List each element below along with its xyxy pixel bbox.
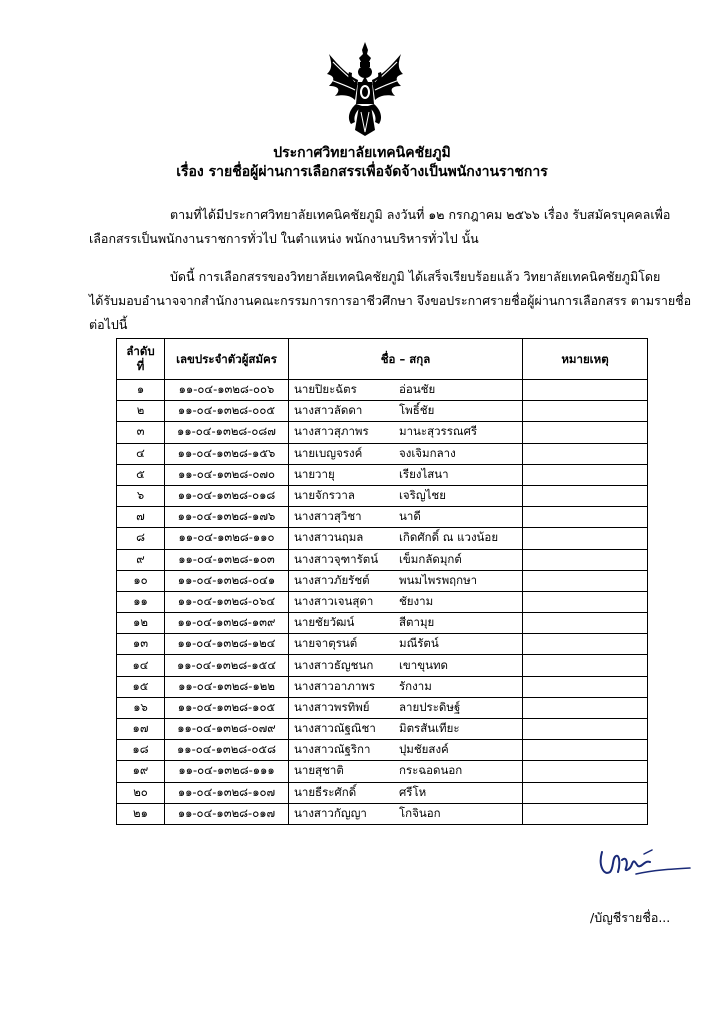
applicant-first-name: นางสาวเจนสุดา [294, 593, 374, 608]
row-number: ๑ [117, 380, 165, 401]
applicant-fullname [289, 401, 523, 422]
applicant-surname: ลายประดิษฐ์ [399, 699, 461, 714]
table-body [117, 380, 648, 825]
applicant-surname: มณีรัตน์ [399, 636, 439, 651]
row-number: ๘ [117, 528, 165, 549]
remark-cell [523, 507, 648, 528]
applicant-first-name: นายวายุ [294, 466, 335, 481]
applicant-surname: โกจินอก [399, 805, 441, 820]
applicant-first-name: นางสาวจุฑารัตน์ [294, 551, 379, 566]
table-row [117, 676, 648, 697]
applicant-id: ๑๑-๐๔-๑๓๒๘-๑๐๕ [165, 697, 289, 718]
applicant-fullname [289, 528, 523, 549]
table-header-row [117, 339, 648, 380]
paragraph-intro-line2: เลือกสรรเป็นพนักงานราชการทั่วไป ในตำแหน่ง พนักงานบริหารทั่วไป นั้น [89, 231, 479, 246]
remark-cell [523, 655, 648, 676]
applicant-first-name: นางสาวธัญชนก [294, 657, 374, 672]
applicant-first-name: นางสาวกัญญา [294, 805, 367, 820]
row-number: ๑๙ [117, 761, 165, 782]
remark-cell [523, 676, 648, 697]
applicant-surname: ปุมชัยสงค์ [399, 742, 449, 757]
column-header-number-line1: ลำดับ [126, 344, 155, 358]
applicant-fullname [289, 613, 523, 634]
applicant-fullname [289, 719, 523, 740]
applicant-id: ๑๑-๐๔-๑๓๒๘-๐๕๘ [165, 740, 289, 761]
applicant-id: ๑๑-๐๔-๑๓๒๘-๑๒๒ [165, 676, 289, 697]
remark-cell [523, 719, 648, 740]
column-header-name: ชื่อ – สกุล [289, 339, 523, 380]
applicant-id: ๑๑-๐๔-๑๓๒๘-๐๐๖ [165, 380, 289, 401]
applicant-fullname [289, 697, 523, 718]
column-header-remark: หมายเหตุ [523, 339, 648, 380]
applicant-id: ๑๑-๐๔-๑๓๒๘-๐๑๘ [165, 485, 289, 506]
applicant-fullname [289, 380, 523, 401]
table-row [117, 697, 648, 718]
row-number: ๑๐ [117, 570, 165, 591]
garuda-emblem-icon [325, 40, 405, 138]
applicant-surname: ศรีโห [399, 784, 427, 799]
applicant-first-name: นางสาวสุภาพร [294, 424, 369, 439]
applicant-first-name: นายจักรวาล [294, 488, 355, 503]
applicant-fullname [289, 549, 523, 570]
remark-cell [523, 613, 648, 634]
announcement-title: ประกาศวิทยาลัยเทคนิคชัยภูมิ [273, 145, 451, 161]
applicant-first-name: นายสุชาติ [294, 763, 344, 778]
applicant-first-name: นางสาวลัดดา [294, 403, 363, 418]
applicant-surname: โพธิ์ชัย [399, 403, 435, 418]
applicant-fullname [289, 485, 523, 506]
row-number: ๒๐ [117, 782, 165, 803]
row-number: ๑๓ [117, 634, 165, 655]
applicant-fullname [289, 570, 523, 591]
remark-cell [523, 761, 648, 782]
applicant-surname: มิตรสันเทียะ [399, 721, 460, 736]
remark-cell [523, 401, 648, 422]
row-number: ๑๖ [117, 697, 165, 718]
paragraph-result [89, 265, 692, 337]
applicant-surname: เกิดศักดิ์ ณ แวงน้อย [399, 530, 499, 545]
applicant-id: ๑๑-๐๔-๑๓๒๘-๑๑๐ [165, 528, 289, 549]
table-row [117, 401, 648, 422]
continuation-note: /บัญชีรายชื่อ... [590, 910, 671, 925]
applicant-id: ๑๑-๐๔-๑๓๒๘-๑๓๙ [165, 613, 289, 634]
applicant-id: ๑๑-๐๔-๑๓๒๘-๐๔๑ [165, 570, 289, 591]
remark-cell [523, 422, 648, 443]
announcement-subject: เรื่อง รายชื่อผู้ผ่านการเลือกสรรเพื่อจัดจ้างเป็นพนักงานราชการ [176, 164, 548, 180]
applicant-fullname [289, 761, 523, 782]
table-row [117, 634, 648, 655]
row-number: ๔ [117, 443, 165, 464]
paragraph-intro-line1: ตามที่ได้มีประกาศวิทยาลัยเทคนิคชัยภูมิ ลงวันที่ ๑๒ กรกฎาคม ๒๕๖๖ เรื่อง รับสมัครบุคคลเพื่อ [170, 207, 671, 222]
paragraph-result-line2: ได้รับมอบอำนาจจากสำนักงานคณะกรรมการการอาชีวศึกษา จึงขอประกาศรายชื่อผู้ผ่านการเลือกสรร ตามรายชื่อ [89, 293, 692, 308]
applicant-id: ๑๑-๐๔-๑๓๒๘-๑๕๖ [165, 443, 289, 464]
table-row [117, 613, 648, 634]
applicant-first-name: นายธีระศักดิ์ [294, 784, 357, 799]
row-number: ๑๑ [117, 591, 165, 612]
applicant-surname: ชัยงาม [399, 593, 434, 608]
applicant-id: ๑๑-๐๔-๑๓๒๘-๐๗๙ [165, 719, 289, 740]
applicant-surname: รักงาม [399, 678, 432, 693]
row-number: ๑๘ [117, 740, 165, 761]
table-row [117, 782, 648, 803]
row-number: ๑๕ [117, 676, 165, 697]
applicant-fullname [289, 655, 523, 676]
applicant-fullname [289, 803, 523, 824]
row-number: ๗ [117, 507, 165, 528]
remark-cell [523, 782, 648, 803]
remark-cell [523, 570, 648, 591]
applicant-surname: เข็มกลัดมุกต์ [399, 551, 462, 566]
applicant-fullname [289, 443, 523, 464]
remark-cell [523, 591, 648, 612]
table-row [117, 507, 648, 528]
applicant-id: ๑๑-๐๔-๑๓๒๘-๐๑๗ [165, 803, 289, 824]
remark-cell [523, 803, 648, 824]
table-row [117, 591, 648, 612]
candidate-table [116, 338, 648, 825]
applicant-surname: เจริญไชย [399, 488, 446, 503]
applicant-surname: สีตามุย [399, 615, 435, 630]
row-number: ๑๔ [117, 655, 165, 676]
row-number: ๓ [117, 422, 165, 443]
applicant-id: ๑๑-๐๔-๑๓๒๘-๐๘๗ [165, 422, 289, 443]
remark-cell [523, 740, 648, 761]
row-number: ๖ [117, 485, 165, 506]
table-row [117, 549, 648, 570]
applicant-id: ๑๑-๐๔-๑๓๒๘-๐๐๕ [165, 401, 289, 422]
column-header-number-line2: ที่ [136, 359, 145, 373]
table-row [117, 422, 648, 443]
applicant-fullname [289, 507, 523, 528]
table-row [117, 464, 648, 485]
applicant-fullname [289, 422, 523, 443]
applicant-fullname [289, 634, 523, 655]
applicant-fullname [289, 782, 523, 803]
row-number: ๒๑ [117, 803, 165, 824]
table-row [117, 803, 648, 824]
applicant-first-name: นายชัยวัฒน์ [294, 615, 355, 630]
table-row [117, 485, 648, 506]
applicant-surname: นาดี [399, 509, 421, 524]
applicant-first-name: นางสาวนฤมล [294, 530, 364, 545]
remark-cell [523, 443, 648, 464]
applicant-fullname [289, 676, 523, 697]
applicant-id: ๑๑-๐๔-๑๓๒๘-๐๖๔ [165, 591, 289, 612]
paragraph-result-line1: บัดนี้ การเลือกสรรของวิทยาลัยเทคนิคชัยภูมิ ได้เสร็จเรียบร้อยแล้ว วิทยาลัยเทคนิคชัยภูมิโดย [170, 269, 661, 284]
table-row [117, 443, 648, 464]
table-row [117, 528, 648, 549]
applicant-first-name: นางสาวอาภาพร [294, 678, 376, 693]
row-number: ๙ [117, 549, 165, 570]
remark-cell [523, 528, 648, 549]
row-number: ๒ [117, 401, 165, 422]
table-row [117, 570, 648, 591]
applicant-surname: อ่อนชัย [399, 382, 436, 397]
remark-cell [523, 634, 648, 655]
applicant-first-name: นายเบญจรงค์ [294, 445, 363, 460]
applicant-first-name: นางสาวสุวิชา [294, 509, 362, 524]
applicant-surname: เรียงไสนา [399, 466, 449, 481]
table-row [117, 655, 648, 676]
applicant-first-name: นายจาตุรนต์ [294, 636, 358, 651]
table-row [117, 740, 648, 761]
table-row [117, 761, 648, 782]
signature-mark-icon [596, 842, 692, 886]
applicant-id: ๑๑-๐๔-๑๓๒๘-๐๗๐ [165, 464, 289, 485]
remark-cell [523, 485, 648, 506]
applicant-first-name: นางสาวณัฐณิชา [294, 721, 376, 736]
row-number: ๑๗ [117, 719, 165, 740]
applicant-first-name: นางสาวภัยรัชต์ [294, 572, 370, 587]
table-row [117, 719, 648, 740]
remark-cell [523, 464, 648, 485]
applicant-fullname [289, 740, 523, 761]
applicant-id: ๑๑-๐๔-๑๓๒๘-๑๐๓ [165, 549, 289, 570]
applicant-id: ๑๑-๐๔-๑๓๒๘-๑๑๑ [165, 761, 289, 782]
applicant-surname: จงเจิมกลาง [399, 445, 456, 460]
column-header-applicant-id: เลขประจำตัวผู้สมัคร [165, 339, 289, 380]
remark-cell [523, 549, 648, 570]
applicant-fullname [289, 464, 523, 485]
paragraph-intro [89, 203, 671, 251]
row-number: ๕ [117, 464, 165, 485]
applicant-fullname [289, 591, 523, 612]
row-number: ๑๒ [117, 613, 165, 634]
applicant-surname: เขาขุนทด [399, 657, 449, 672]
applicant-id: ๑๑-๐๔-๑๓๒๘-๑๕๔ [165, 655, 289, 676]
applicant-first-name: นายปิยะฉัตร [294, 382, 357, 397]
applicant-first-name: นางสาวณัฐริกา [294, 742, 371, 757]
paragraph-result-line3: ต่อไปนี้ [89, 317, 128, 332]
remark-cell [523, 697, 648, 718]
applicant-surname: พนมไพรพฤกษา [399, 572, 478, 587]
applicant-id: ๑๑-๐๔-๑๓๒๘-๑๐๗ [165, 782, 289, 803]
applicant-surname: กระฉอดนอก [399, 763, 463, 778]
applicant-surname: มานะสุวรรณศรี [399, 424, 478, 439]
applicant-id: ๑๑-๐๔-๑๓๒๘-๑๗๖ [165, 507, 289, 528]
table-row [117, 380, 648, 401]
column-header-number [117, 339, 165, 380]
applicant-first-name: นางสาวพรทิพย์ [294, 699, 370, 714]
remark-cell [523, 380, 648, 401]
applicant-id: ๑๑-๐๔-๑๓๒๘-๑๒๔ [165, 634, 289, 655]
